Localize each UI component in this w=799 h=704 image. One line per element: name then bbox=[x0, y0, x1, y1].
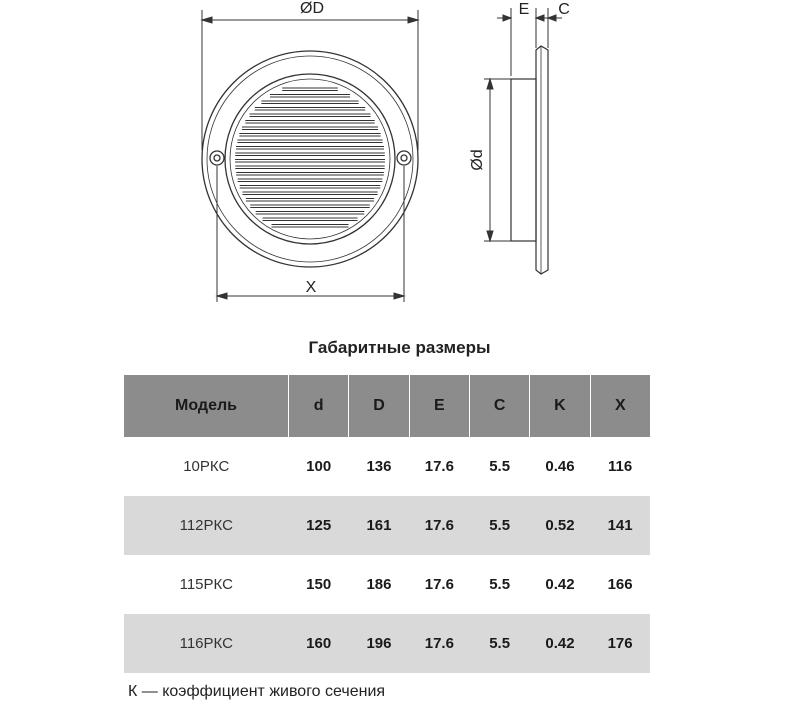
table-row bbox=[124, 496, 650, 555]
header-X: X bbox=[590, 375, 650, 437]
louvre-slat bbox=[272, 225, 349, 228]
cell-K: 0.52 bbox=[530, 496, 590, 555]
louvre-slat bbox=[245, 121, 374, 124]
cell-E: 17.6 bbox=[409, 614, 469, 673]
louvre-slat bbox=[246, 199, 374, 202]
cell-D: 161 bbox=[349, 496, 409, 555]
cell-C: 5.5 bbox=[470, 614, 530, 673]
table-row bbox=[124, 555, 650, 614]
louvre-slat bbox=[250, 205, 369, 208]
louvre-slat bbox=[235, 160, 385, 163]
header-model: Модель bbox=[124, 375, 289, 437]
louvre-slat bbox=[255, 108, 365, 111]
louvre-slat bbox=[242, 192, 377, 195]
header-K: K bbox=[530, 375, 590, 437]
table-title: Габаритные размеры bbox=[308, 338, 491, 357]
cell-D: 186 bbox=[366, 576, 392, 593]
louvre-slat bbox=[242, 127, 378, 130]
header-D: D bbox=[349, 375, 409, 437]
cell-X: 166 bbox=[607, 576, 633, 593]
cell-d: 125 bbox=[289, 496, 349, 555]
cell-d: 160 bbox=[289, 614, 349, 673]
label-outer-diameter: ØD bbox=[300, 0, 324, 17]
cell-D: 196 bbox=[349, 614, 409, 673]
screw-hole-left bbox=[210, 151, 224, 165]
cell-X: 116 bbox=[607, 458, 633, 475]
cell-C: 5.5 bbox=[470, 496, 530, 555]
table-header-row bbox=[124, 375, 650, 437]
louvre-slat bbox=[235, 153, 385, 156]
cell-K: 0.42 bbox=[545, 576, 575, 593]
cell-X: 141 bbox=[590, 496, 650, 555]
louvre-slat bbox=[235, 166, 384, 169]
cell-X: 176 bbox=[590, 614, 650, 673]
label-width-x: X bbox=[305, 279, 317, 296]
louvre-slat bbox=[240, 186, 381, 189]
cell-d: 150 bbox=[306, 576, 332, 593]
cell-model: 10РКС bbox=[183, 458, 230, 475]
cell-model: 116РКС bbox=[124, 614, 289, 673]
louvre-slat bbox=[238, 179, 383, 182]
header-d: d bbox=[289, 375, 349, 437]
label-depth-e: E bbox=[518, 1, 530, 18]
louvre-slat bbox=[256, 212, 365, 215]
label-flange-c: C bbox=[558, 1, 570, 18]
dimensions-table bbox=[124, 375, 650, 673]
front-view bbox=[202, 51, 418, 267]
cell-D: 136 bbox=[366, 458, 392, 475]
louvre-slat bbox=[239, 134, 380, 137]
louvre-slat bbox=[236, 173, 384, 176]
cell-d: 100 bbox=[306, 458, 332, 475]
louvre-slat bbox=[236, 147, 384, 150]
header-C: C bbox=[470, 375, 530, 437]
cell-C: 5.5 bbox=[489, 576, 511, 593]
table-row bbox=[124, 437, 650, 496]
technical-drawing bbox=[0, 0, 799, 320]
louvre-slat bbox=[282, 88, 338, 91]
louvre-slat bbox=[270, 95, 350, 98]
louvre-slat bbox=[250, 114, 371, 117]
louvre-slat bbox=[263, 218, 358, 221]
dimension-E-C bbox=[497, 8, 562, 76]
cell-K: 0.42 bbox=[530, 614, 590, 673]
dimension-d bbox=[484, 79, 511, 241]
cell-E: 17.6 bbox=[409, 496, 469, 555]
cell-C: 5.5 bbox=[489, 458, 511, 475]
cell-E: 17.6 bbox=[424, 458, 454, 475]
label-inner-diameter: Ød bbox=[469, 149, 486, 171]
cell-model: 112РКС bbox=[124, 496, 289, 555]
header-E: E bbox=[409, 375, 469, 437]
dimension-D bbox=[202, 10, 418, 150]
louvre-slats bbox=[235, 88, 385, 227]
screw-hole-right bbox=[397, 151, 411, 165]
table-row bbox=[124, 614, 650, 673]
louvre-slat bbox=[261, 101, 358, 104]
cell-model: 115РКС bbox=[179, 576, 233, 593]
cell-K: 0.46 bbox=[545, 458, 575, 475]
footnote: К — коэффициент живого сечения bbox=[128, 683, 386, 700]
cell-E: 17.6 bbox=[424, 576, 454, 593]
louvre-slat bbox=[237, 140, 382, 143]
side-view bbox=[511, 46, 548, 274]
